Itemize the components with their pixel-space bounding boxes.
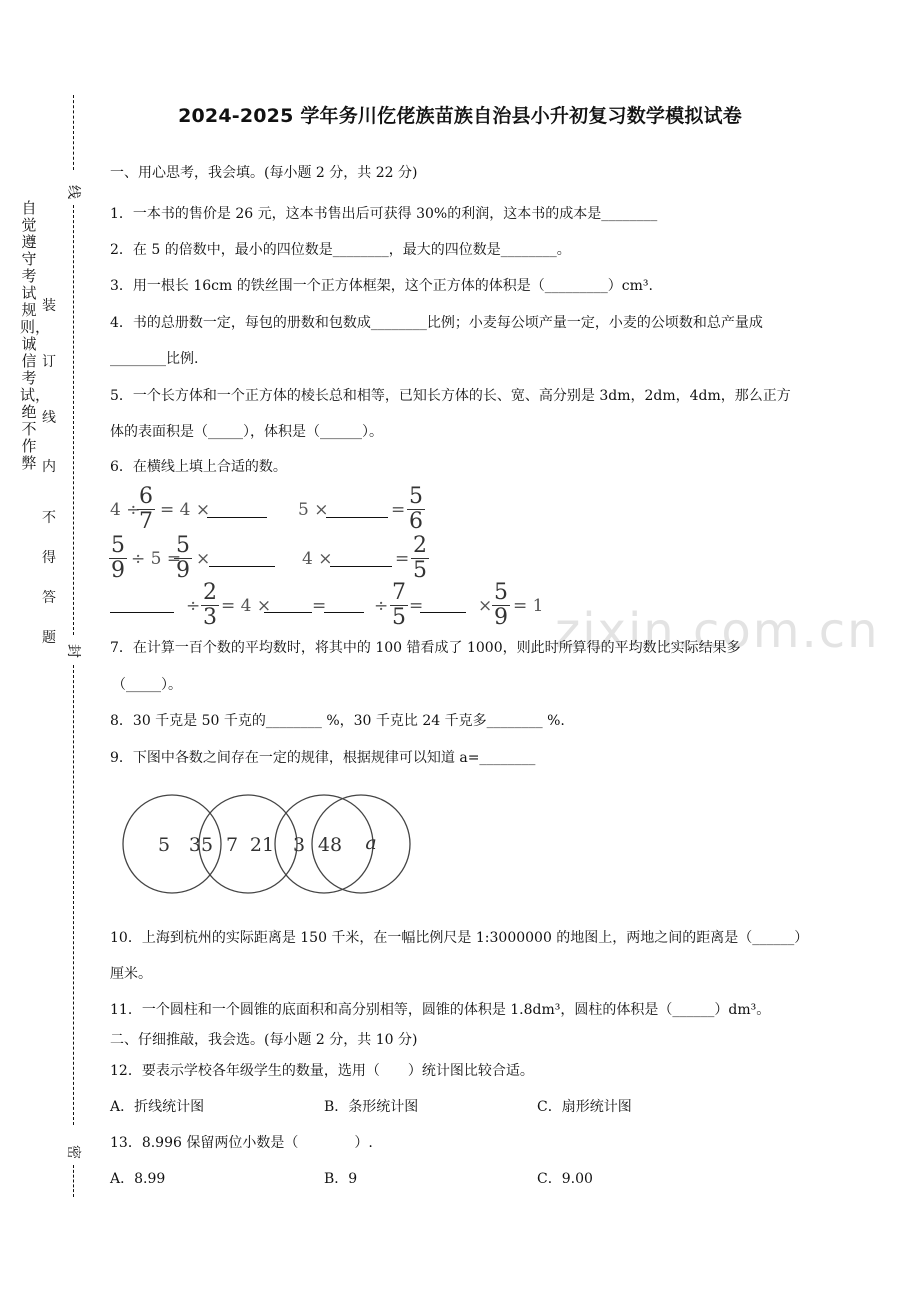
q6-r1-text-c: 5 × (298, 500, 329, 520)
watermark: zixin.com.cn (555, 603, 880, 659)
circle-num-5: 3 (292, 834, 306, 856)
q6-frac-5-6: 5 6 (409, 484, 423, 534)
q6-r3-text-g: = 1 (513, 596, 544, 616)
binding-line-lower (73, 665, 74, 1125)
q6-r3-blank-4[interactable] (420, 598, 466, 613)
inner-char-8: 题 (42, 630, 56, 646)
question-6: 6．在横线上填上合适的数。 (110, 459, 287, 475)
inner-char-4: 内 (42, 459, 56, 475)
q6-frac-7-5: 7 5 (392, 580, 406, 630)
question-2: 2．在 5 的倍数中，最小的四位数是________，最大的四位数是________。 (110, 242, 571, 258)
q6-r1-text-a: 4 ÷ (110, 500, 141, 520)
q6-r3-text-a: ÷ (186, 596, 201, 616)
q6-r2-text-b: × (196, 549, 211, 569)
q6-r3-text-e: = (409, 596, 424, 616)
inner-char-5: 不 (42, 510, 56, 526)
q6-frac-6-7: 6 7 (139, 484, 153, 534)
q12-option-b[interactable]: B．条形统计图 (324, 1099, 419, 1115)
q6-frac-2-5: 2 5 (413, 533, 427, 583)
circle-num-1: 5 (157, 834, 171, 856)
q6-r2-text-c: 4 × (302, 549, 333, 569)
question-7-line2: （_____）。 (112, 677, 182, 693)
question-9-circles-figure (110, 788, 420, 898)
q6-r2-blank-1[interactable] (209, 552, 275, 567)
question-9: 9．下图中各数之间存在一定的规律，根据规律可以知道 a=________ (110, 750, 536, 766)
binding-char-xian: 线 (65, 185, 81, 199)
inner-char-7: 答 (42, 590, 56, 606)
q6-frac-5-9-c: 5 9 (494, 580, 508, 630)
q6-r2-blank-2[interactable] (330, 552, 392, 567)
circle-num-3: 7 (225, 834, 239, 856)
q13-option-c[interactable]: C．9.00 (537, 1171, 593, 1187)
question-5-line2: 体的表面积是（_____），体积是（______）。 (110, 424, 383, 440)
question-11: 11．一个圆柱和一个圆锥的底面积和高分别相等，圆锥的体积是 1.8dm³，圆柱的体积是（______）dm³。 (110, 1002, 771, 1018)
circle-num-a: a (365, 832, 377, 854)
binding-line-middle (73, 205, 74, 635)
q6-r3-text-d: ÷ (374, 596, 389, 616)
q6-r3-blank-1[interactable] (110, 598, 174, 613)
q6-r3-text-b: = 4 × (221, 596, 272, 616)
circle-num-2: 35 (188, 834, 214, 856)
q6-r1-text-d: = (391, 500, 406, 520)
question-4-line1: 4．书的总册数一定，每包的册数和包数成________比例；小麦每公顷产量一定，小麦的公顷数和总产量成 (110, 315, 763, 331)
q6-frac-5-9-a: 5 9 (111, 533, 125, 583)
q6-frac-2-3: 2 3 (203, 580, 217, 630)
section2-header: 二、仔细推敲，我会选。(每小题 2 分，共 10 分) (110, 1032, 418, 1048)
q6-r3-blank-2[interactable] (264, 598, 312, 613)
inner-char-2: 订 (42, 354, 56, 370)
question-13: 13．8.996 保留两位小数是（ ）. (110, 1135, 373, 1151)
question-10-line1: 10．上海到杭州的实际距离是 150 千米，在一幅比例尺是 1:3000000 的地图上，两地之间的距离是（______） (110, 930, 809, 946)
circle-2 (199, 795, 297, 893)
q6-r3-text-c: = (312, 596, 327, 616)
q6-r1-blank-2[interactable] (326, 503, 388, 518)
q13-option-b[interactable]: B．9 (324, 1171, 358, 1187)
question-3: 3．用一根长 16cm 的铁丝围一个正方体框架，这个正方体的体积是（_________）cm³. (110, 278, 653, 294)
q6-r3-blank-3[interactable] (324, 598, 364, 613)
question-4-line2: ________比例. (110, 351, 199, 367)
question-5-line1: 5．一个长方体和一个正方体的棱长总和相等，已知长方体的长、宽、高分别是 3dm，2dm，4dm，那么正方 (110, 388, 791, 404)
q12-option-c[interactable]: C．扇形统计图 (537, 1099, 632, 1115)
circle-num-6: 48 (317, 834, 343, 856)
q6-frac-5-9-b: 5 9 (176, 533, 190, 583)
section1-header: 一、用心思考，我会填。(每小题 2 分，共 22 分) (110, 165, 418, 181)
q6-r2-text-a: ÷ 5 = (131, 549, 182, 569)
question-7-line1: 7．在计算一百个数的平均数时，将其中的 100 错看成了 1000，则此时所算得的平均数比实际结果多 (110, 640, 741, 656)
inner-char-1: 装 (42, 298, 56, 314)
binding-char-feng: 封 (65, 644, 81, 658)
inner-char-3: 线 (42, 410, 56, 426)
q6-r2-text-d: = (395, 549, 410, 569)
binding-line-bottom (73, 1165, 74, 1197)
q13-option-a[interactable]: A．8.99 (110, 1171, 166, 1187)
question-12: 12．要表示学校各年级学生的数量，选用（ ）统计图比较合适。 (110, 1063, 534, 1079)
page-title: 2024-2025 学年务川仡佬族苗族自治县小升初复习数学模拟试卷 (178, 105, 742, 127)
inner-char-6: 得 (42, 550, 56, 566)
q12-option-a[interactable]: A．折线统计图 (110, 1099, 205, 1115)
circle-num-4: 21 (249, 834, 275, 856)
question-10-line2: 厘米。 (110, 966, 152, 982)
q6-r1-text-b: = 4 × (160, 500, 211, 520)
question-8: 8．30 千克是 50 千克的________ %，30 千克比 24 千克多________ %. (110, 713, 565, 729)
exam-rules-vertical-text: 自觉遵守考试规则，诚信考试，绝不作弊 (20, 199, 51, 472)
q6-r1-blank-1[interactable] (207, 503, 267, 518)
binding-char-mi: 密 (65, 1145, 81, 1159)
q6-r3-text-f: × (478, 596, 493, 616)
question-1: 1．一本书的售价是 26 元，这本书售出后可获得 30%的利润，这本书的成本是________ (110, 206, 658, 222)
